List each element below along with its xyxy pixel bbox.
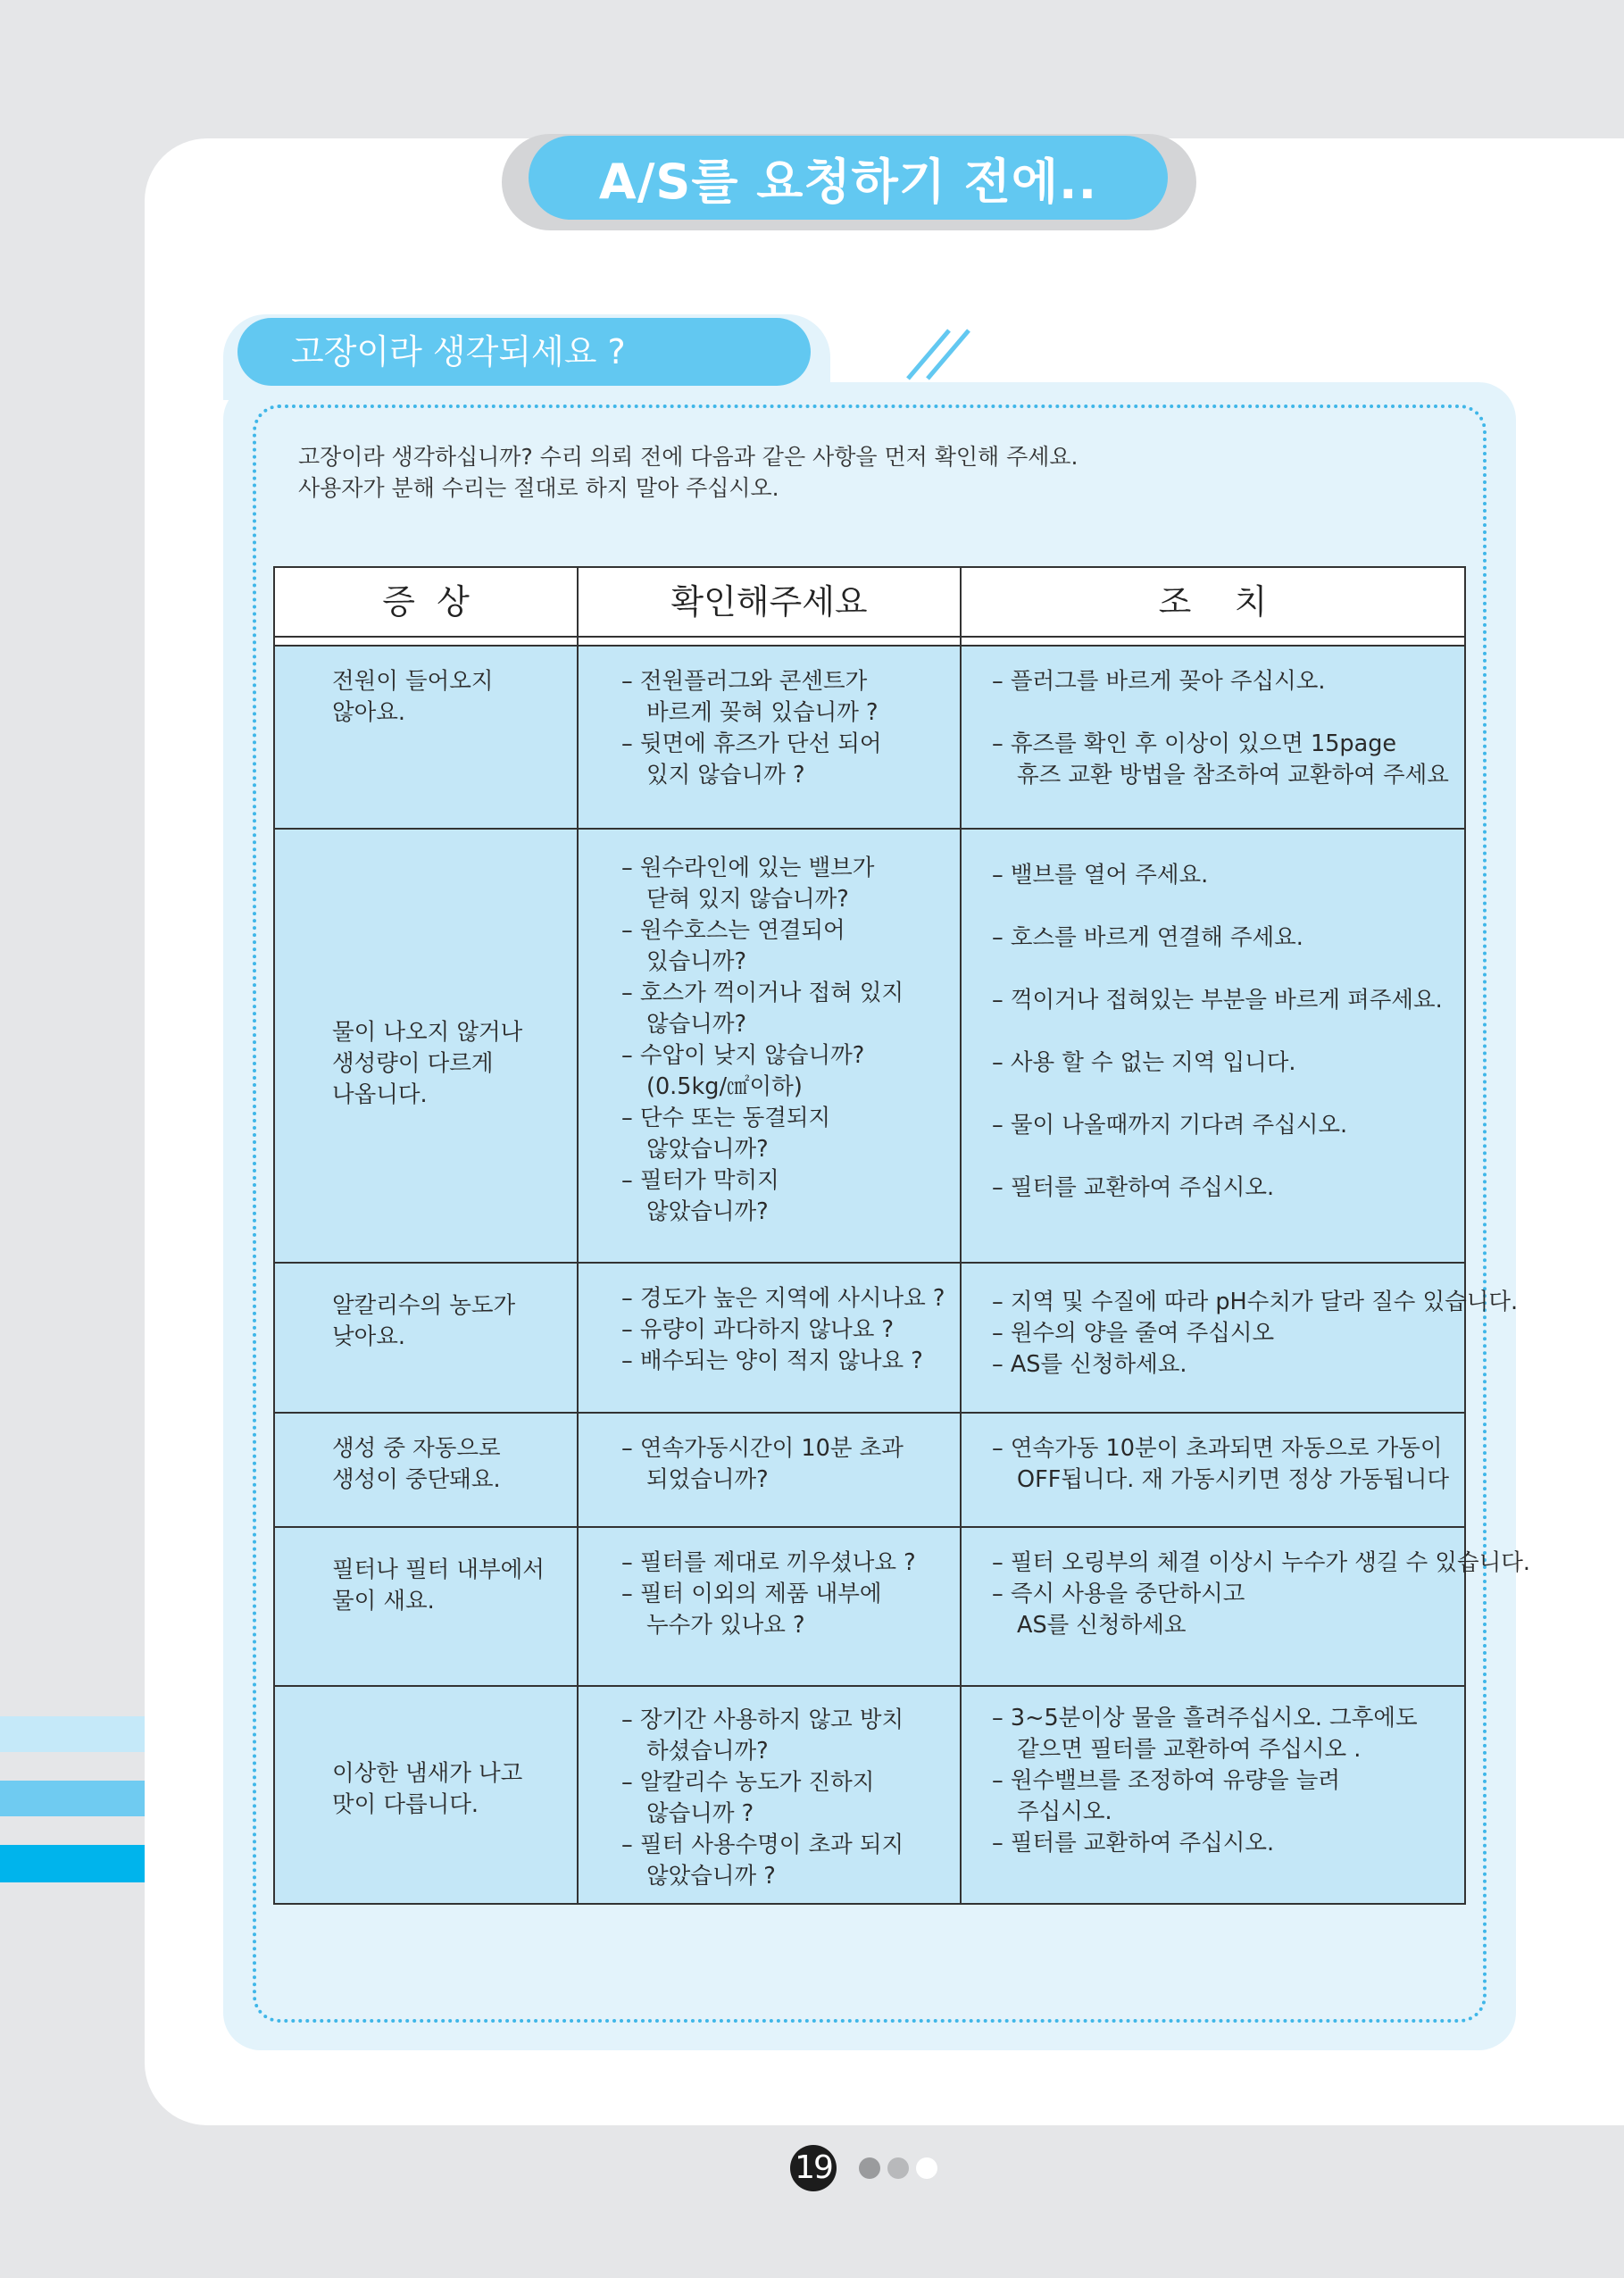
cell-line: – 필터 이외의 제품 내부에: [621, 1581, 882, 1607]
cell-line: 낮아요.: [332, 1323, 406, 1350]
cell-line: 하셨습니까?: [646, 1738, 769, 1765]
cell-line: – 필터 오링부의 체결 이상시 누수가 생길 수 있습니다.: [992, 1549, 1530, 1576]
table-row: [274, 1413, 1465, 1527]
intro-line: 고장이라 생각하십니까? 수리 의뢰 전에 다음과 같은 사항을 먼저 확인해 주세요.: [298, 444, 1079, 470]
cell-line: – 휴즈를 확인 후 이상이 있으면 15page: [992, 730, 1397, 757]
page-number: 19: [790, 2145, 837, 2191]
stripe-light: [0, 1716, 145, 1752]
action-cell: [961, 829, 1465, 1263]
cell-line: 생성 중 자동으로: [332, 1435, 501, 1462]
symptom-cell: [274, 829, 578, 1263]
cell-line: – 연속가동 10분이 초과되면 자동으로 가동이: [992, 1435, 1443, 1462]
action-cell: [961, 1263, 1519, 1413]
check-cell: [578, 829, 961, 1263]
cell-line: 있습니까?: [646, 948, 747, 975]
action-cell: [961, 1413, 1465, 1527]
cell-line: – 3~5분이상 물을 흘려주십시오. 그후에도: [992, 1705, 1418, 1731]
stripe-medium: [0, 1781, 145, 1816]
cell-line: 되었습니까?: [646, 1466, 769, 1493]
symptom-cell: [274, 1263, 578, 1413]
cell-line: – 필터 사용수명이 초과 되지: [621, 1832, 904, 1858]
cell-line: 생성이 중단돼요.: [332, 1466, 501, 1493]
cell-line: – 뒷면에 휴즈가 단선 되어: [621, 730, 882, 757]
intro-text: [298, 441, 1459, 504]
cell-line: 필터나 필터 내부에서: [332, 1556, 545, 1583]
section-tab: [237, 318, 811, 386]
table-row: [274, 1527, 1465, 1686]
cell-line: 않았습니까?: [646, 1136, 769, 1163]
cell-line: – 호스를 바르게 연결해 주세요.: [992, 924, 1303, 951]
cell-line: – 사용 할 수 없는 지역 입니다.: [992, 1049, 1296, 1076]
check-cell: [578, 1263, 961, 1413]
action-cell: [961, 646, 1465, 829]
cell-line: – 호스가 꺽이거나 접혀 있지: [621, 980, 904, 1006]
page-dot-icon: [916, 2157, 937, 2179]
troubleshooting-table: [273, 566, 1530, 1905]
cell-line: [992, 1016, 1463, 1047]
cell-line: – 플러그를 바르게 꽂아 주십시오.: [992, 668, 1326, 695]
intro-line: 사용자가 분해 수리는 절대로 하지 말아 주십시오.: [298, 475, 779, 501]
cell-line: – 필터를 교환하여 주십시오.: [992, 1174, 1275, 1201]
cell-line: OFF됩니다. 재 가동시키면 정상 가동됩니다: [1017, 1466, 1450, 1493]
action-cell: [961, 1686, 1465, 1904]
symptom-cell: [274, 1686, 578, 1904]
header-separator: [274, 637, 1465, 646]
cell-line: 알칼리수의 농도가: [332, 1292, 516, 1319]
cell-line: 않습니까?: [646, 1011, 747, 1038]
header-check: 확인해주세요: [578, 567, 961, 637]
action-cell: [961, 1527, 1530, 1686]
cell-line: 이상한 냄새가 나고: [332, 1760, 523, 1787]
check-cell: [578, 1413, 961, 1527]
cell-line: – 필터를 교환하여 주십시오.: [992, 1830, 1275, 1857]
cell-line: 누수가 있나요 ?: [646, 1612, 805, 1639]
cell-line: – 원수밸브를 조정하여 유량을 늘려: [992, 1767, 1341, 1794]
cell-line: – 유량이 과다하지 않나요 ?: [621, 1316, 895, 1343]
cell-line: [992, 697, 1463, 729]
cell-line: 주십시오.: [1017, 1798, 1112, 1825]
cell-line: 같으면 필터를 교환하여 주십시오 .: [1017, 1736, 1362, 1763]
page-dot-icon: [887, 2157, 909, 2179]
cell-line: 맛이 다릅니다.: [332, 1791, 479, 1818]
cell-line: 나옵니다.: [332, 1081, 428, 1108]
cell-line: – 즉시 사용을 중단하시고: [992, 1581, 1245, 1607]
header-action: 조 치: [961, 567, 1465, 637]
header-symptom: 증 상: [274, 567, 578, 637]
cell-line: 있지 않습니까 ?: [646, 762, 805, 789]
cell-line: – 물이 나올때까지 기다려 주십시오.: [992, 1112, 1348, 1139]
table-row: [274, 1686, 1465, 1904]
cell-line: – 연속가동시간이 10분 초과: [621, 1435, 904, 1462]
symptom-cell: [274, 1413, 578, 1527]
check-cell: [578, 646, 961, 829]
cell-line: – 필터를 제대로 끼우셨나요 ?: [621, 1549, 916, 1576]
cell-line: 생성량이 다르게: [332, 1050, 494, 1077]
page-dot-icon: [859, 2157, 880, 2179]
cell-line: – 알칼리수 농도가 진하지: [621, 1769, 875, 1796]
table-header-row: [274, 567, 1465, 637]
cell-line: [992, 891, 1463, 922]
table-body: [274, 646, 1530, 1904]
cell-line: – 밸브를 열어 주세요.: [992, 862, 1209, 889]
cell-line: 물이 나오지 않거나: [332, 1019, 523, 1046]
cell-line: – 배수되는 양이 적지 않나요 ?: [621, 1348, 923, 1374]
cell-line: 않았습니까?: [646, 1198, 769, 1225]
cell-line: AS를 신청하세요: [1017, 1612, 1187, 1639]
cell-line: 휴즈 교환 방법을 참조하여 교환하여 주세요: [1017, 762, 1449, 789]
cell-line: – 장기간 사용하지 않고 방치: [621, 1706, 904, 1733]
slash-decoration-icon: [885, 323, 1046, 380]
check-cell: [578, 1527, 961, 1686]
stripe-dark: [0, 1845, 145, 1882]
section-title: 고장이라 생각되세요 ?: [291, 332, 626, 371]
cell-line: – AS를 신청하세요.: [992, 1351, 1187, 1378]
cell-line: 않습니까 ?: [646, 1800, 754, 1827]
cell-line: – 전원플러그와 콘센트가: [621, 668, 868, 695]
cell-line: – 경도가 높은 지역에 사시나요 ?: [621, 1285, 945, 1312]
cell-line: [992, 954, 1463, 985]
cell-line: – 필터가 막히지: [621, 1167, 779, 1194]
table-row: [274, 829, 1465, 1263]
cell-line: 물이 새요.: [332, 1588, 435, 1615]
cell-line: – 지역 및 수질에 따라 pH수치가 달라 질수 있습니다.: [992, 1289, 1519, 1315]
cell-line: [992, 1141, 1463, 1172]
cell-line: – 원수의 양을 줄여 주십시오: [992, 1320, 1275, 1347]
cell-line: 않았습니까 ?: [646, 1863, 776, 1890]
cell-line: 닫혀 있지 않습니까?: [646, 886, 849, 913]
cell-line: 않아요.: [332, 699, 406, 726]
cell-line: – 원수라인에 있는 밸브가: [621, 855, 875, 881]
table-row: [274, 1263, 1465, 1413]
cell-line: (0.5kg/㎠이하): [646, 1073, 803, 1100]
table-row: [274, 646, 1465, 829]
title-banner: [529, 136, 1168, 220]
symptom-cell: [274, 646, 578, 829]
symptom-cell: [274, 1527, 578, 1686]
check-cell: [578, 1686, 961, 1904]
page-title: A/S를 요청하기 전에..: [598, 153, 1098, 210]
cell-line: – 원수호스는 연결되어: [621, 917, 845, 944]
cell-line: – 수압이 낮지 않습니까?: [621, 1042, 865, 1069]
cell-line: – 단수 또는 동결되지: [621, 1105, 831, 1131]
cell-line: 전원이 들어오지: [332, 668, 494, 695]
cell-line: [992, 1079, 1463, 1110]
cell-line: – 꺽이거나 접혀있는 부분을 바르게 펴주세요.: [992, 987, 1443, 1014]
cell-line: 바르게 꽂혀 있습니까 ?: [646, 699, 879, 726]
